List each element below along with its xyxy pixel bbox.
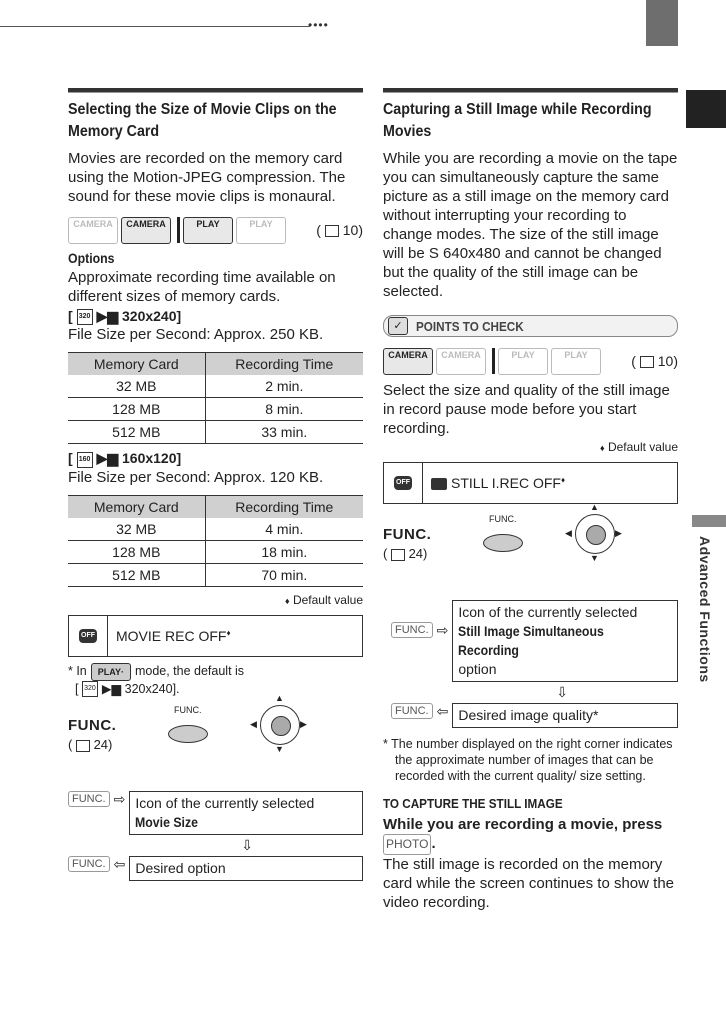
chapter-tab-block bbox=[686, 90, 726, 128]
off-icon: OFF bbox=[79, 629, 97, 643]
page-tab-block bbox=[646, 0, 678, 46]
options-heading: Options bbox=[68, 250, 115, 266]
page-reference: ( 10) bbox=[316, 222, 363, 238]
mode-camera-card: CAMERA bbox=[436, 348, 486, 375]
movie-icon: ▶▆ bbox=[101, 681, 122, 696]
mode-camera-tape: CAMERA bbox=[68, 217, 118, 244]
size-160-icon: 160 bbox=[77, 452, 93, 468]
movie-icon: ▶▆ bbox=[96, 308, 119, 324]
func-reference: ( 24) bbox=[68, 737, 113, 753]
size-320-filesize: File Size per Second: Approx. 250 KB. bbox=[68, 326, 324, 344]
func-button[interactable] bbox=[483, 534, 523, 552]
func-key: FUNC. bbox=[391, 622, 433, 638]
page-reference: ( 10) bbox=[631, 353, 678, 369]
func-reference: ( 24) bbox=[383, 546, 428, 561]
checkmark-icon: ✓ bbox=[388, 317, 408, 335]
check-text: Select the size and quality of the still image in record pause mode before you start recording. bbox=[383, 382, 670, 437]
size-320-heading: [ 320 ▶▆ 320x240] bbox=[68, 308, 182, 324]
mode-play-tape: PLAY bbox=[183, 217, 233, 244]
step-1: FUNC. ⇨ Icon of the currently selected Movie Size bbox=[68, 791, 363, 835]
header-rule bbox=[0, 26, 310, 27]
func-diagram: FUNC. ( 24) FUNC. ▲ ▼ ◀ ▶ bbox=[68, 693, 307, 755]
default-value-note: ♦ Default value bbox=[285, 592, 363, 607]
side-chapter-label: Advanced Functions bbox=[697, 536, 713, 683]
camera-icon bbox=[431, 478, 447, 490]
func-key: FUNC. bbox=[391, 703, 433, 719]
quality-footnote: * The number displayed on the right corner indicates the approximate number of images that can be recorded with the current quality/ size setting. bbox=[383, 737, 673, 783]
func-label: FUNC. bbox=[383, 526, 432, 543]
func-key: FUNC. bbox=[68, 791, 110, 807]
table-row: 32 MB 4 min. bbox=[68, 518, 363, 541]
points-to-check: ✓ POINTS TO CHECK bbox=[383, 315, 678, 337]
book-icon bbox=[640, 356, 654, 368]
mode-play-card: PLAY bbox=[551, 348, 601, 375]
left-intro: Movies are recorded on the memory card using the Motion-JPEG compression. The sound for these movie clips is monaural. bbox=[68, 150, 346, 205]
default-value-note: ♦ Default value bbox=[600, 440, 678, 454]
left-arrow-icon: ⇦ bbox=[436, 703, 449, 719]
book-icon bbox=[76, 740, 90, 752]
size-320-icon: 320 bbox=[82, 681, 98, 697]
left-title: Selecting the Size of Movie Clips on the Memory Card bbox=[68, 101, 337, 140]
left-arrow-icon: ⇦ bbox=[113, 856, 126, 873]
right-column bbox=[383, 88, 678, 912]
off-icon: OFF bbox=[394, 476, 412, 490]
mode-camera-card: CAMERA bbox=[121, 217, 171, 244]
default-footnote: * In PLAY· mode, the default is [ 320 ▶▆ 320x240]. bbox=[68, 663, 245, 696]
mode-play-tape: PLAY bbox=[498, 348, 548, 375]
photo-button: PHOTO bbox=[383, 834, 431, 855]
step-2: FUNC. ⇦ Desired image quality* bbox=[391, 703, 678, 728]
down-arrow-icon: ⇩ bbox=[556, 684, 568, 700]
table-row: 512 MB 33 min. bbox=[68, 421, 363, 444]
mode-play-card: PLAY bbox=[236, 217, 286, 244]
selector-dial[interactable] bbox=[575, 514, 615, 554]
book-icon bbox=[391, 549, 405, 561]
table-row: 128 MB 18 min. bbox=[68, 540, 363, 563]
left-column bbox=[68, 88, 363, 881]
size-160-filesize: File Size per Second: Approx. 120 KB. bbox=[68, 468, 324, 486]
still-rec-setting: OFF STILL I.REC OFF♦ bbox=[383, 462, 678, 504]
size-160-heading: [ 160 ▶▆ 160x120] bbox=[68, 450, 182, 467]
size-320-icon: 320 bbox=[77, 309, 93, 325]
table-row: 32 MB 2 min. bbox=[68, 375, 363, 398]
mode-bar bbox=[68, 216, 363, 244]
play-mode-badge: PLAY· bbox=[91, 663, 131, 681]
movie-rec-setting: OFF MOVIE REC OFF♦ bbox=[68, 615, 363, 657]
step-2: FUNC. ⇦ Desired option bbox=[68, 856, 363, 881]
right-title: Capturing a Still Image while Recording Movies bbox=[383, 101, 652, 140]
step-1: FUNC. ⇨ Icon of the currently selected Still Image Simultaneous Recording option bbox=[391, 600, 678, 682]
final-text: The still image is recorded on the memory card while the screen continues to show the video recording. bbox=[383, 856, 674, 911]
to-capture-heading: TO CAPTURE THE STILL IMAGE bbox=[383, 796, 563, 811]
down-arrow-icon: ⇩ bbox=[241, 837, 253, 854]
recording-time-table-320: Memory Card Recording Time 32 MB 2 min. 128 MB 8 min. 512 MB 33 min. bbox=[68, 352, 363, 444]
right-arrow-icon: ⇨ bbox=[113, 791, 126, 808]
section-rule bbox=[383, 88, 678, 93]
right-arrow-icon: ⇨ bbox=[436, 622, 449, 638]
movie-icon: ▶▆ bbox=[96, 450, 119, 467]
recording-time-table-160: Memory Card Recording Time 32 MB 4 min. 128 MB 18 min. 512 MB 70 min. bbox=[68, 495, 363, 587]
while-recording-instruction: While you are recording a movie, press PHOTO . bbox=[383, 815, 678, 855]
side-tab-marker bbox=[692, 515, 726, 527]
table-row: 128 MB 8 min. bbox=[68, 398, 363, 421]
func-key: FUNC. bbox=[68, 856, 110, 872]
book-icon bbox=[325, 225, 339, 237]
header-dots: •••• bbox=[308, 18, 329, 32]
right-intro: While you are recording a movie on the tape you can simultaneously capture the same picture as a still image on the memory card without interrupting your recording to change modes. The size of the still image will be S 640x480 and cannot be changed but the quality of the still image can be selected. bbox=[383, 150, 678, 300]
selector-dial[interactable] bbox=[260, 705, 300, 745]
func-button[interactable] bbox=[168, 725, 208, 743]
func-diagram: FUNC. ( 24) FUNC. ▲ ▼ ◀ ▶ bbox=[383, 502, 622, 563]
mode-camera-tape: CAMERA bbox=[383, 348, 433, 375]
section-rule bbox=[68, 88, 363, 93]
func-label: FUNC. bbox=[68, 717, 117, 735]
options-text: Approximate recording time available on different sizes of memory cards. bbox=[68, 269, 336, 305]
table-row: 512 MB 70 min. bbox=[68, 563, 363, 586]
mode-bar bbox=[383, 347, 678, 375]
